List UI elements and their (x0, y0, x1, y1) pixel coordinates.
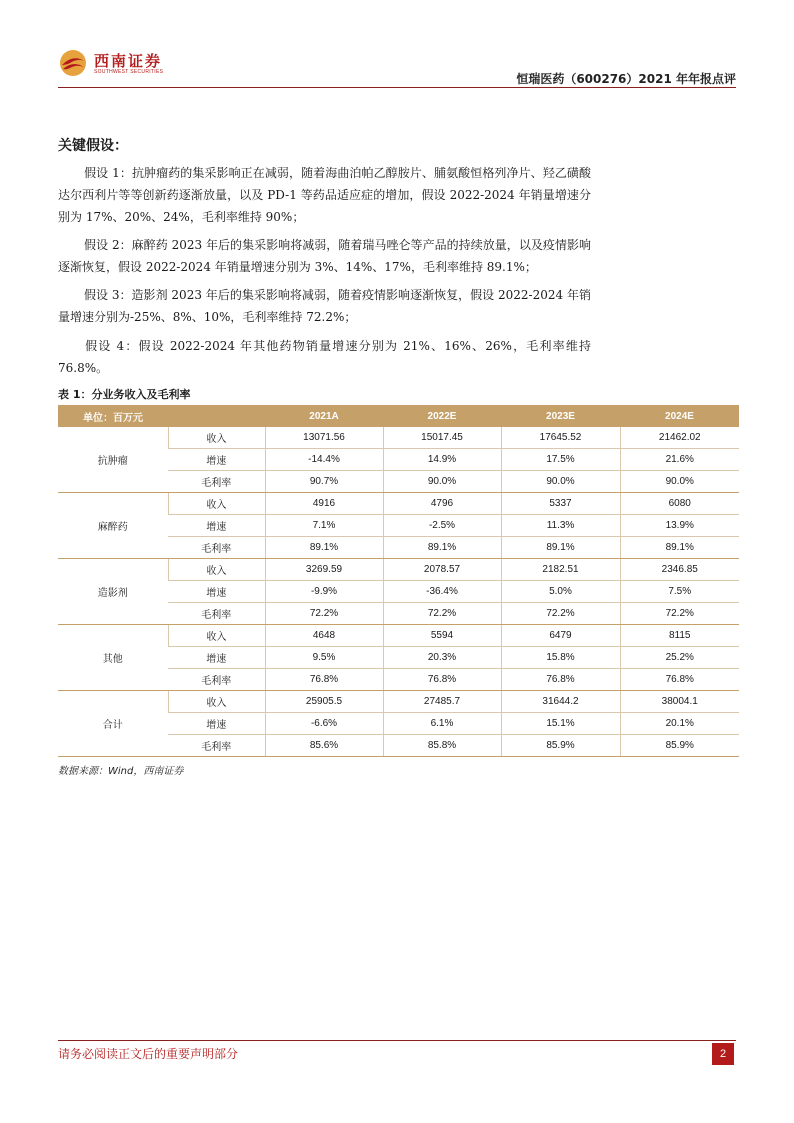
table-cell: 6479 (501, 625, 620, 647)
section-heading: 关键假设： (58, 138, 128, 154)
table-cell: -6.6% (265, 713, 383, 735)
table-cell: 2078.57 (383, 559, 501, 581)
table-cell: 2346.85 (620, 559, 739, 581)
metric-label: 毛利率 (168, 537, 265, 559)
table-cell: 72.2% (620, 603, 739, 625)
revenue-margin-table (58, 405, 739, 757)
column-header: 2022E (383, 405, 501, 427)
table-cell: 90.0% (501, 471, 620, 493)
table-cell: 85.9% (620, 735, 739, 757)
table-cell: 17.5% (501, 449, 620, 471)
table-cell: 85.6% (265, 735, 383, 757)
table-row (58, 427, 739, 449)
page-number: 2 (712, 1043, 734, 1065)
table-caption: 表 1：分业务收入及毛利率 (58, 388, 191, 401)
table-cell: -14.4% (265, 449, 383, 471)
table-cell: 31644.2 (501, 691, 620, 713)
table-cell: 27485.7 (383, 691, 501, 713)
table-cell: -2.5% (383, 515, 501, 537)
disclaimer-notice: 请务必阅读正文后的重要声明部分 (58, 1047, 239, 1061)
segment-name: 麻醉药 (58, 493, 168, 559)
table-cell: -36.4% (383, 581, 501, 603)
table-row (58, 559, 739, 581)
segment-name: 造影剂 (58, 559, 168, 625)
table-cell: 90.0% (620, 471, 739, 493)
metric-label: 收入 (168, 427, 265, 449)
metric-label: 收入 (168, 625, 265, 647)
table-row (58, 493, 739, 515)
metric-label: 毛利率 (168, 603, 265, 625)
assumption-paragraph: 假设 2：麻醉药 2023 年后的集采影响将减弱，随着瑞马唑仑等产品的持续放量，以及疫情影响逐渐恢复，假设 2022-2024 年销量增速分别为 3%、14%、17%，毛利率维持 89.1%； (58, 238, 591, 274)
segment-name: 抗肿瘤 (58, 427, 168, 493)
header-divider (58, 87, 736, 88)
table-cell: 21462.02 (620, 427, 739, 449)
table-cell: 85.9% (501, 735, 620, 757)
table-cell: 8115 (620, 625, 739, 647)
table-cell: 13071.56 (265, 427, 383, 449)
southwest-securities-logo-icon (58, 48, 88, 78)
table-row (58, 691, 739, 713)
column-header: 单位：百万元 (58, 405, 168, 427)
table-row (58, 625, 739, 647)
table-cell: 11.3% (501, 515, 620, 537)
table-cell: 25.2% (620, 647, 739, 669)
table-cell: 90.0% (383, 471, 501, 493)
metric-label: 增速 (168, 581, 265, 603)
table-cell: 21.6% (620, 449, 739, 471)
table-cell: 15.8% (501, 647, 620, 669)
table-cell: 7.5% (620, 581, 739, 603)
table-cell: 5.0% (501, 581, 620, 603)
report-title: 恒瑞医药（600276）2021 年年报点评 (516, 72, 736, 86)
table-cell: 13.9% (620, 515, 739, 537)
table-cell: 15.1% (501, 713, 620, 735)
table-cell: 2182.51 (501, 559, 620, 581)
metric-label: 增速 (168, 515, 265, 537)
column-header (168, 405, 265, 427)
table-header-row (58, 405, 739, 427)
metric-label: 收入 (168, 691, 265, 713)
brand-name-cn: 西南证券 (94, 52, 163, 70)
table-cell: 4916 (265, 493, 383, 515)
brand-name-en: SOUTHWEST SECURITIES (94, 69, 164, 75)
table-cell: 20.1% (620, 713, 739, 735)
table-cell: 25905.5 (265, 691, 383, 713)
table-cell: 5337 (501, 493, 620, 515)
data-source: 数据来源：Wind，西南证券 (58, 766, 184, 777)
assumption-paragraph: 假设 4：假设 2022-2024 年其他药物销量增速分别为 21%、16%、26%，毛利率维持 76.8%。 (58, 339, 591, 375)
table-cell: 5594 (383, 625, 501, 647)
metric-label: 增速 (168, 647, 265, 669)
table-cell: 14.9% (383, 449, 501, 471)
segment-name: 其他 (58, 625, 168, 691)
table-cell: 85.8% (383, 735, 501, 757)
column-header: 2021A (265, 405, 383, 427)
table-cell: -9.9% (265, 581, 383, 603)
table-cell: 76.8% (383, 669, 501, 691)
column-header: 2023E (501, 405, 620, 427)
table-cell: 3269.59 (265, 559, 383, 581)
table-cell: 76.8% (265, 669, 383, 691)
metric-label: 毛利率 (168, 735, 265, 757)
table-cell: 7.1% (265, 515, 383, 537)
table-cell: 17645.52 (501, 427, 620, 449)
table-cell: 76.8% (620, 669, 739, 691)
segment-name: 合计 (58, 691, 168, 757)
table-cell: 15017.45 (383, 427, 501, 449)
table-cell: 4796 (383, 493, 501, 515)
metric-label: 收入 (168, 559, 265, 581)
table-cell: 76.8% (501, 669, 620, 691)
table-cell: 89.1% (620, 537, 739, 559)
table-cell: 38004.1 (620, 691, 739, 713)
table-cell: 89.1% (383, 537, 501, 559)
metric-label: 增速 (168, 449, 265, 471)
table-cell: 89.1% (265, 537, 383, 559)
table-cell: 9.5% (265, 647, 383, 669)
table-cell: 20.3% (383, 647, 501, 669)
assumption-paragraph: 假设 1：抗肿瘤药的集采影响正在减弱，随着海曲泊帕乙醇胺片、脯氨酸恒格列净片、羟乙磺酸达尔西利片等等创新药逐渐放量，以及 PD-1 等药品适应症的增加，假设 2022-2024 年销量增速分别为 17%、20%、24%，毛利率维持 90%； (58, 166, 591, 224)
metric-label: 增速 (168, 713, 265, 735)
table-cell: 90.7% (265, 471, 383, 493)
table-cell: 89.1% (501, 537, 620, 559)
table-cell: 72.2% (501, 603, 620, 625)
metric-label: 毛利率 (168, 669, 265, 691)
table-cell: 72.2% (383, 603, 501, 625)
table-cell: 6.1% (383, 713, 501, 735)
metric-label: 收入 (168, 493, 265, 515)
metric-label: 毛利率 (168, 471, 265, 493)
table-cell: 4648 (265, 625, 383, 647)
table-cell: 72.2% (265, 603, 383, 625)
footer-divider (58, 1040, 736, 1041)
table-cell: 6080 (620, 493, 739, 515)
assumption-paragraph: 假设 3：造影剂 2023 年后的集采影响将减弱，随着疫情影响逐渐恢复，假设 2022-2024 年销量增速分别为-25%、8%、10%，毛利率维持 72.2%； (58, 288, 591, 324)
column-header: 2024E (620, 405, 739, 427)
company-logo (58, 46, 168, 82)
